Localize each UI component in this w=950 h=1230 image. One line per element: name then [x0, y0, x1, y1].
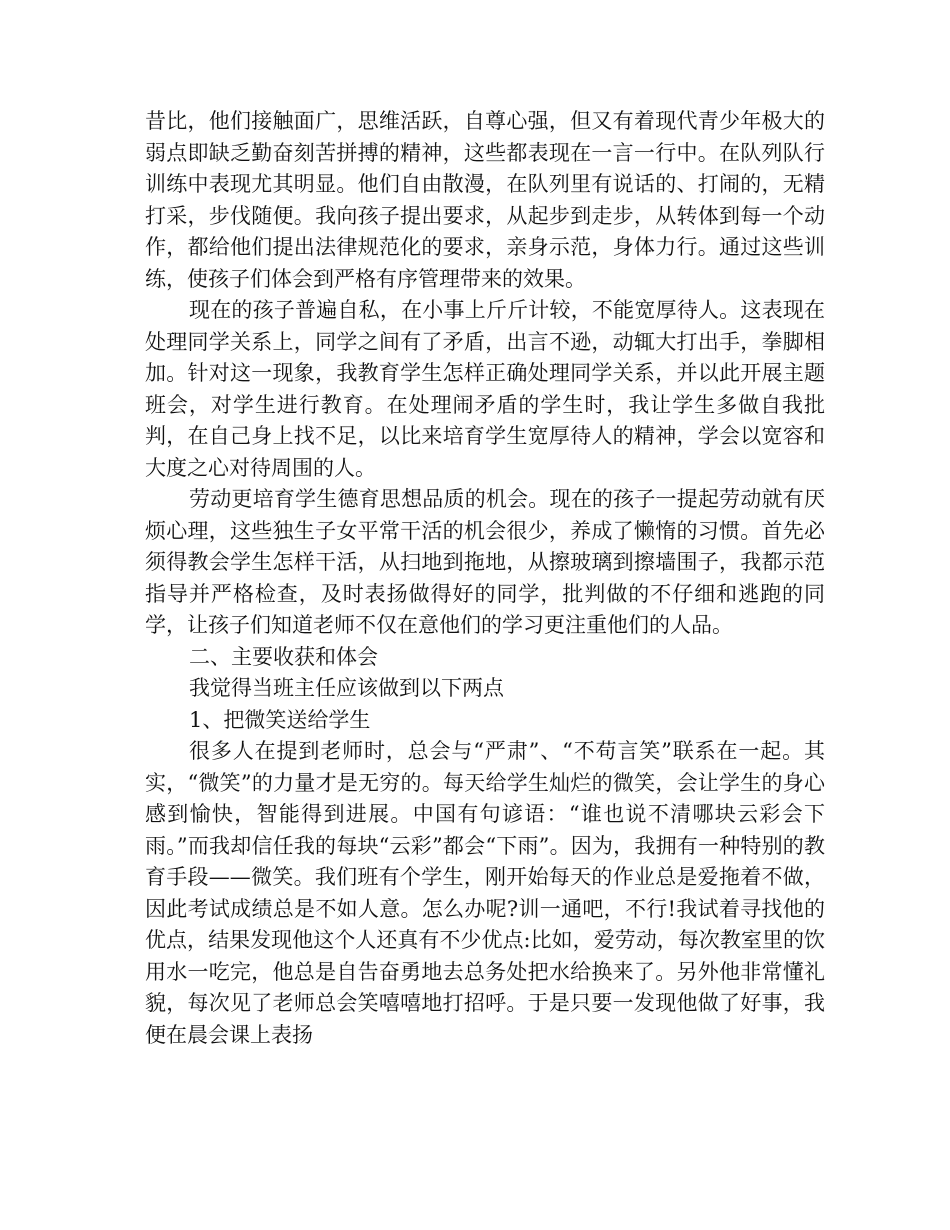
paragraph-7: 很多人在提到老师时，总会与“严肃”、“不苟言笑”联系在一起。其实，“微笑”的力量才是无穷的。每天给学生灿烂的微笑，会让学生的身心感到愉快，智能得到进展。中国有句谚语：“谁也说不清哪块云彩会下雨。”而我却信任我的每块“云彩”都会“下雨”。因为，我拥有一种特别的教育手段——微笑。我们班有个学生，刚开始每天的作业总是爱拖着不做，因此考试成绩总是不如人意。怎么办呢?训一通吧，不行!我试着寻找他的优点，结果发现他这个人还真有不少优点:比如，爱劳动，每次教室里的饮用水一吃完，他总是自告奋勇地去总务处把水给换来了。另外他非常懂礼貌，每次见了老师总会笑嘻嘻地打招呼。于是只要一发现他做了好事，我便在晨会课上表扬: [145, 739, 825, 1047]
subsection-heading: 1、把微笑送给学生: [189, 707, 371, 732]
section-heading: 二、主要收获和体会: [189, 644, 378, 669]
intro-line: 我觉得当班主任应该做到以下两点: [189, 676, 504, 700]
paragraph-2: 现在的孩子普遍自私，在小事上斤斤计较，不能宽厚待人。这表现在处理同学关系上，同学之间有了矛盾，出言不逊，动辄大打出手，拳脚相加。针对这一现象，我教育学生怎样正确处理同学关系，并以此开展主题班会，对学生进行教育。在处理闹矛盾的学生时，我让学生多做自我批判，在自己身上找不足，以比来培育学生宽厚待人的精神，学会以宽容和大度之心对待周围的人。: [145, 298, 825, 480]
paragraph-1: 昔比，他们接触面广，思维活跃，自尊心强，但又有着现代青少年极大的弱点即缺乏勤奋刻苦拼搏的精神，这些都表现在一言一行中。在队列队行训练中表现尤其明显。他们自由散漫，在队列里有说话的、打闹的，无精打采，步伐随便。我向孩子提出要求，从起步到走步，从转体到每一个动作，都给他们提出法律规范化的要求，亲身示范，身体力行。通过这些训练，使孩子们体会到严格有序管理带来的效果。: [145, 109, 825, 291]
paragraph-3: 劳动更培育学生德育思想品质的机会。现在的孩子一提起劳动就有厌烦心理，这些独生子女平常干活的机会很少，养成了懒惰的习惯。首先必须得教会学生怎样干活，从扫地到拖地，从擦玻璃到擦墙围子，我都示范指导并严格检查，及时表扬做得好的同学，批判做的不仔细和逃跑的同学，让孩子们知道老师不仅在意他们的学习更注重他们的人品。: [145, 487, 825, 637]
document-body: [145, 106, 825, 1051]
